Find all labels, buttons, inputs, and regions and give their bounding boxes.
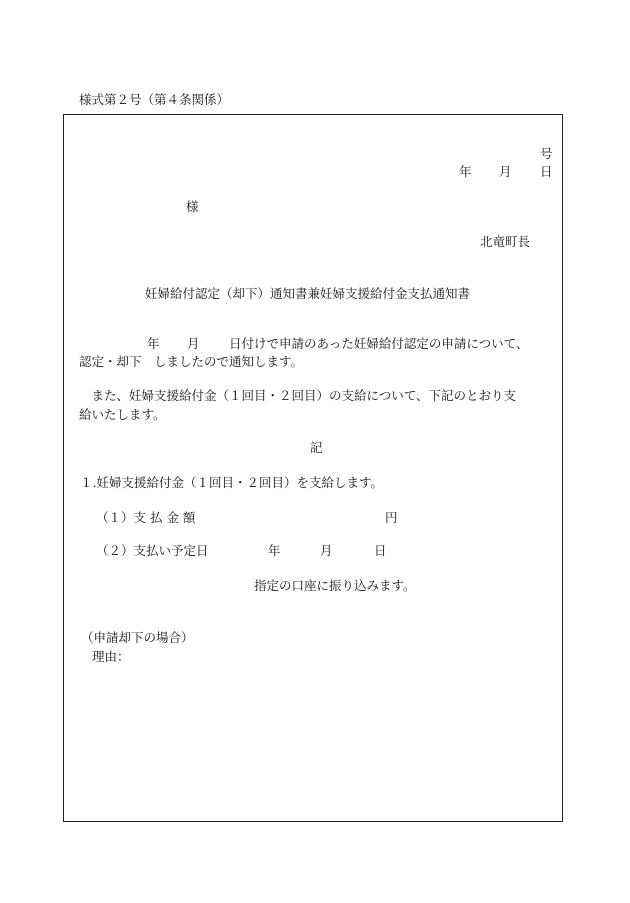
document-number-suffix: 号 bbox=[540, 146, 553, 161]
payment-amount-unit: 円 bbox=[385, 510, 398, 525]
issuer-name: 北竜町長 bbox=[480, 234, 531, 249]
bank-transfer-note: 指定の口座に振り込みます。 bbox=[254, 578, 416, 593]
payment-date-month: 月 bbox=[320, 543, 333, 558]
ki-heading: 記 bbox=[310, 440, 323, 455]
paragraph2-line2: 給いたします。 bbox=[79, 407, 166, 422]
document-title: 妊婦給付認定（却下）通知書兼妊婦支援給付金支払通知書 bbox=[145, 286, 471, 301]
addressee-suffix: 様 bbox=[186, 199, 199, 214]
application-date-year: 年 bbox=[147, 336, 160, 351]
payment-amount-label: （１）支 払 金 額 bbox=[96, 510, 196, 525]
rejection-reason-label: 理由： bbox=[92, 649, 130, 664]
rejection-heading: （申請却下の場合） bbox=[81, 630, 194, 645]
payment-date-label: （２）支払い予定日 bbox=[96, 543, 209, 558]
payment-date-day: 日 bbox=[374, 543, 387, 558]
issue-date-day: 日 bbox=[540, 164, 553, 179]
issue-date-month: 月 bbox=[499, 164, 512, 179]
application-date-month: 月 bbox=[187, 336, 200, 351]
form-number-label: 様式第２号（第４条関係） bbox=[79, 92, 230, 107]
paragraph1-text: 日付けで申請のあった妊婦給付認定の申請について、 bbox=[229, 336, 529, 351]
paragraph1-line2: 認定・却下 しましたので通知します。 bbox=[79, 354, 304, 369]
form-frame bbox=[63, 114, 563, 822]
paragraph2-line1: また、妊婦支援給付金（１回目・２回目）の支給について、下記のとおり支 bbox=[79, 388, 517, 403]
payment-date-year: 年 bbox=[268, 543, 281, 558]
issue-date-year: 年 bbox=[459, 164, 472, 179]
item1-text: １.妊婦支援給付金（１回目・２回目）を支給します。 bbox=[80, 475, 383, 490]
